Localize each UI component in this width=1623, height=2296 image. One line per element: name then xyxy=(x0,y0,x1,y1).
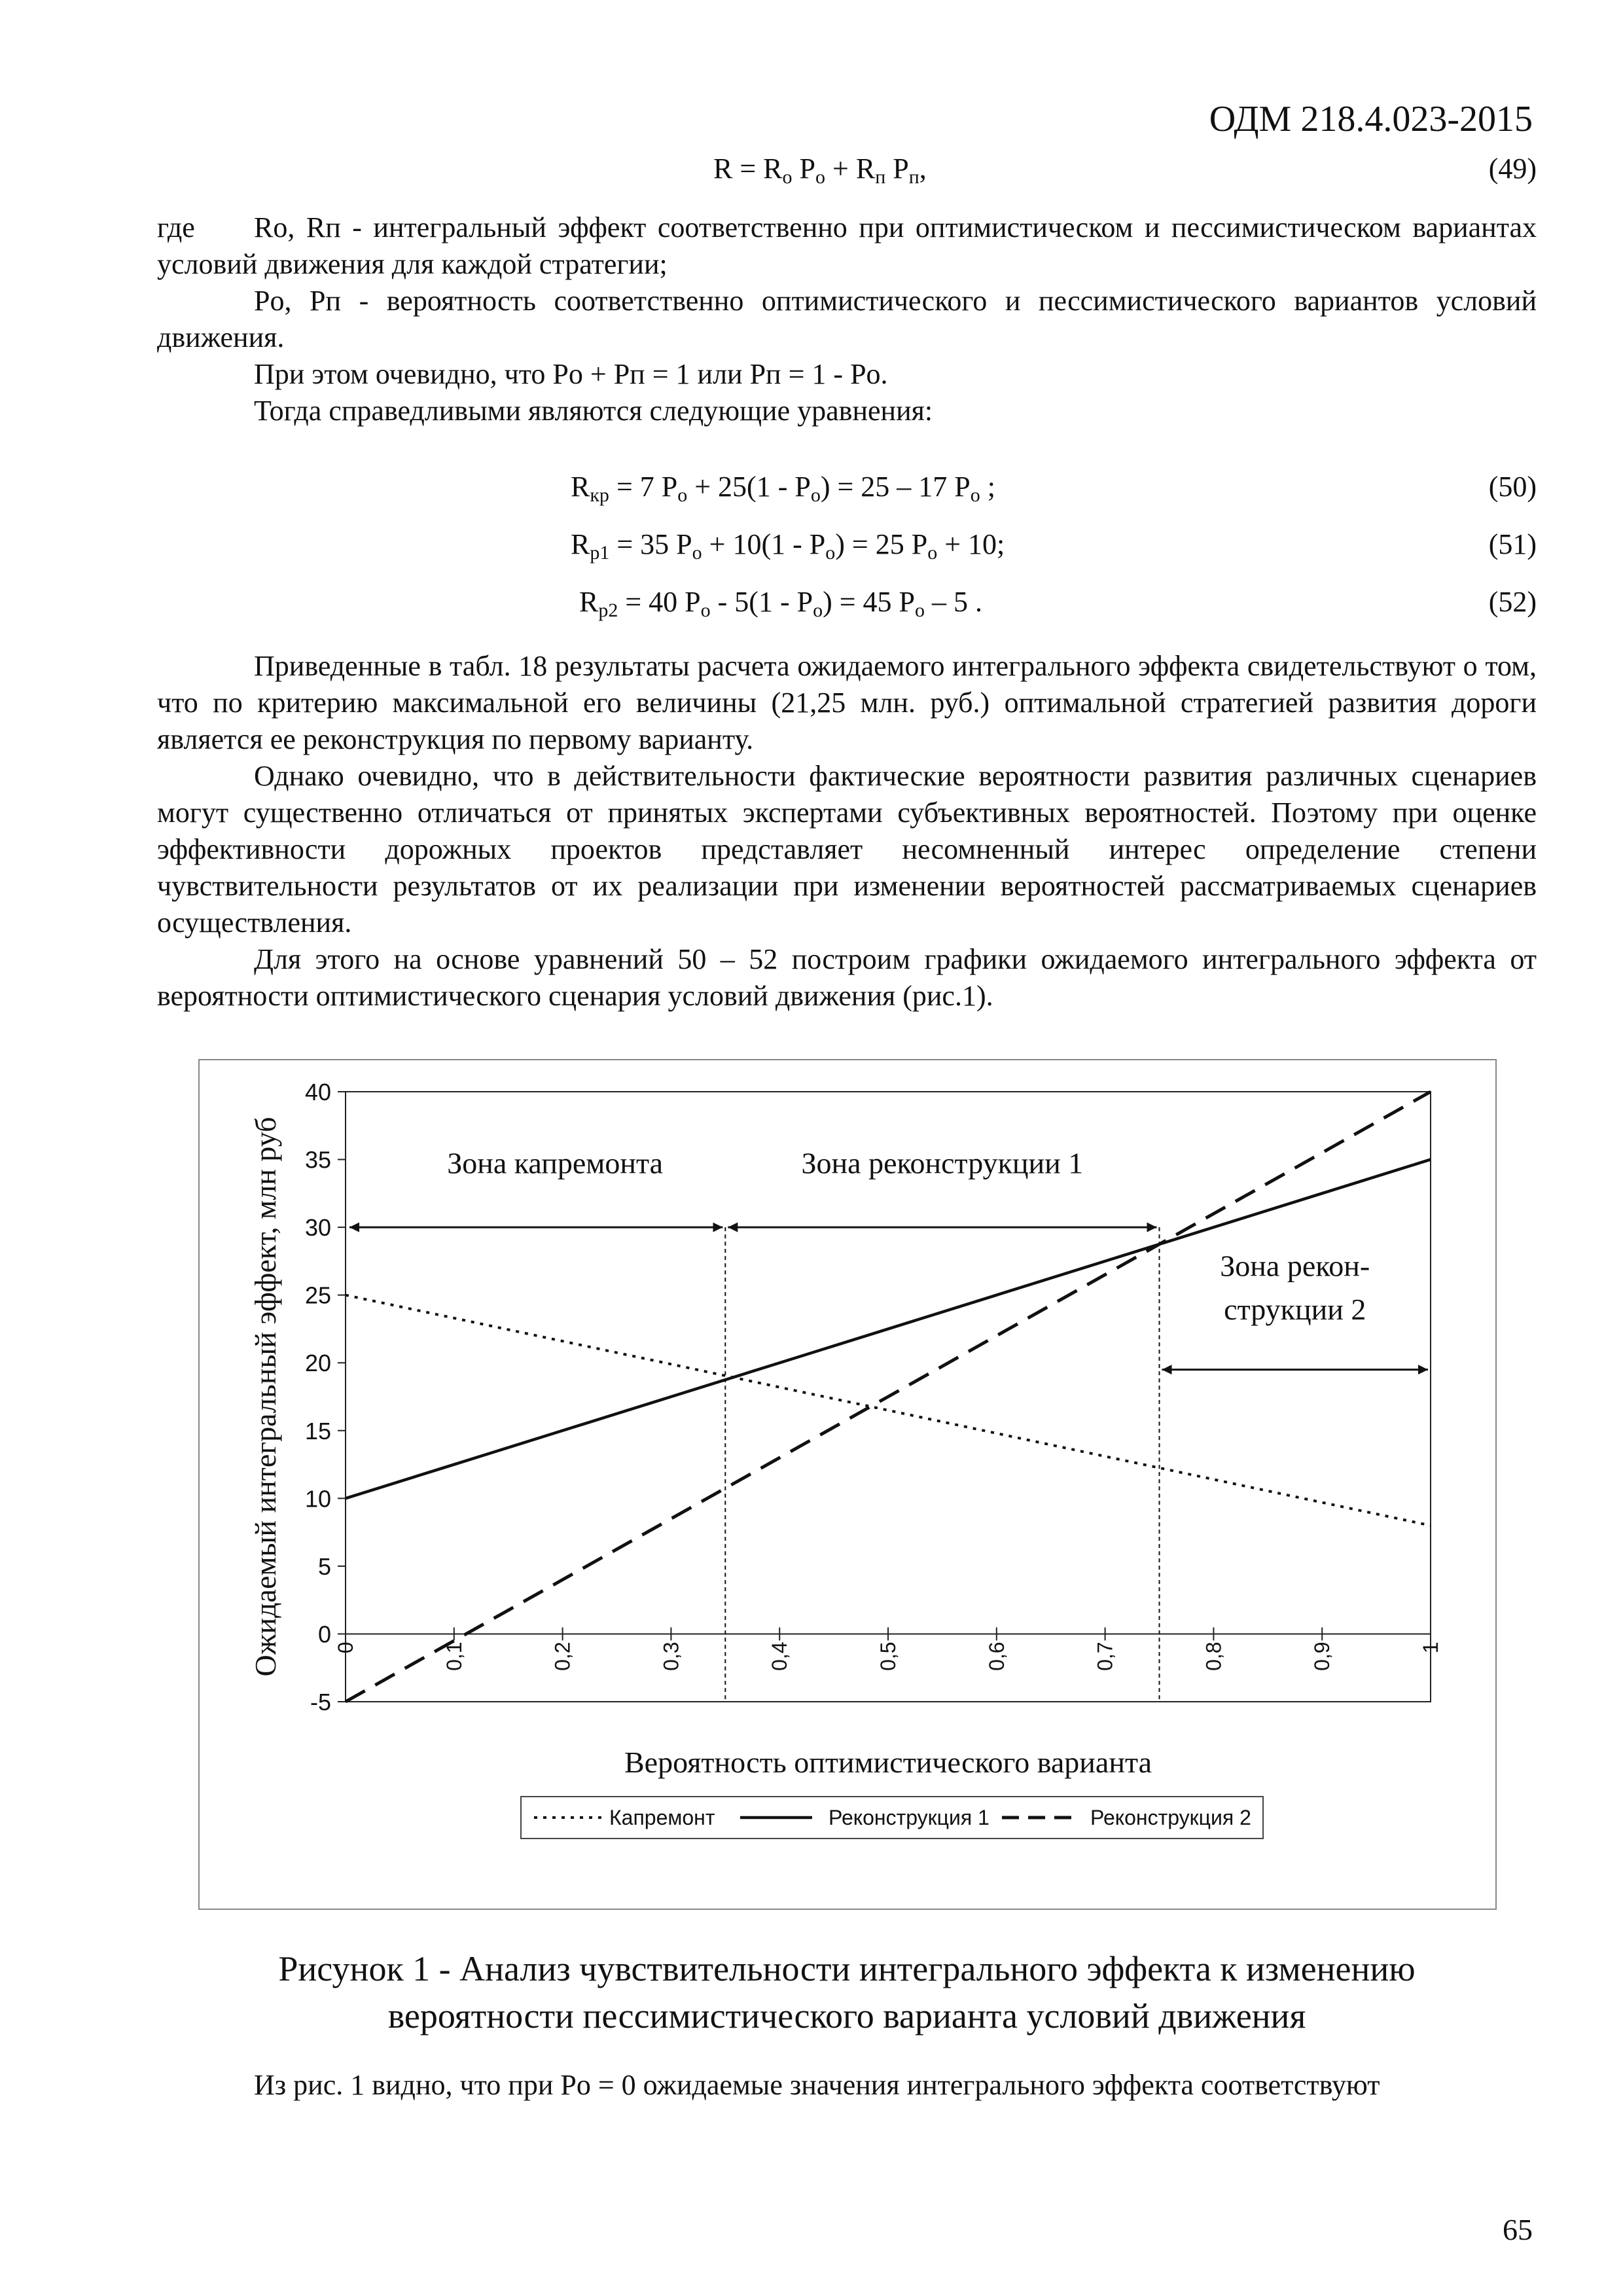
zone-reconstruction2-label-line2: струкции 2 xyxy=(1224,1292,1366,1326)
equation-50-number: (50) xyxy=(1488,471,1537,503)
x-tick-label: 0 xyxy=(334,1641,357,1654)
equations-intro: Тогда справедливыми являются следующие уравнения: xyxy=(254,395,933,427)
y-tick-label: 5 xyxy=(317,1552,331,1580)
x-tick-label: 0,6 xyxy=(984,1641,1008,1671)
x-axis-label: Вероятность оптимистического варианта xyxy=(624,1746,1152,1779)
x-tick-label: 0,8 xyxy=(1202,1641,1226,1671)
definition-r-text: Rо, Rп - интегральный эффект соответственно при оптимистическом и пессимистическом вариантах условий движения для каждой стратегии; xyxy=(157,211,1537,280)
paragraph-conclusion-start: Из рис. 1 видно, что при Pо = 0 ожидаемые значения интегрального эффекта соответствуют xyxy=(254,2069,1380,2101)
x-tick-label: 0,2 xyxy=(550,1641,575,1671)
word-gde: где xyxy=(157,211,195,243)
series-line-3 xyxy=(346,1092,1431,1702)
y-tick-label: 10 xyxy=(304,1485,331,1513)
figure-caption-line2: вероятности пессимистического варианта условий движения xyxy=(387,1996,1306,2036)
equation-49-body: $R = R_о$ $P_о + R_п$ $P_п$, xyxy=(713,152,927,188)
equation-50 xyxy=(157,470,1537,509)
y-tick-label: 35 xyxy=(304,1146,331,1174)
sensitivity-chart xyxy=(198,1059,1497,1910)
plot-layer xyxy=(249,1079,1442,1839)
legend-label-3: Реконструкция 2 xyxy=(1090,1806,1251,1829)
paragraph-table18-results: Приведенные в табл. 18 результаты расчета ожидаемого интегрального эффекта свидетельствуют о том, что по критерию максимальной его величины (21,25 млн. руб.) оптимальной стратегией развития дороги является ее реконструкция по первому варианту. xyxy=(157,650,1537,755)
figure-caption xyxy=(157,1945,1537,2039)
paragraph-chart-intro: Для этого на основе уравнений 50 – 52 построим графики ожидаемого интегрального эффекта от вероятности оптимистического сценария условий движения (рис.1). xyxy=(157,943,1537,1012)
equation-52 xyxy=(157,585,1537,624)
y-tick-label: 15 xyxy=(304,1417,331,1444)
zone-reconstruction2-label-line1: Зона рекон- xyxy=(1220,1249,1370,1283)
x-tick-label: 0,5 xyxy=(876,1641,900,1671)
y-tick-label: 40 xyxy=(304,1079,331,1105)
equation-49 xyxy=(157,152,1537,191)
zone-kapremont-label: Зона капремонта xyxy=(447,1146,664,1180)
legend-label-2: Реконструкция 1 xyxy=(829,1806,990,1829)
y-axis-label: Ожидаемый интегральный эффект, млн руб xyxy=(249,1117,282,1677)
y-tick-label: 20 xyxy=(304,1350,331,1377)
x-tick-label: 0,4 xyxy=(768,1641,792,1671)
x-tick-label: 0,3 xyxy=(659,1641,683,1671)
paragraph-sensitivity: Однако очевидно, что в действительности фактические вероятности развития различных сценариев могут существенно отличаться от принятых экспертами субъективных вероятностей. Поэтому при оценке эффективности дорожных проектов представляет несомненный интерес определение степени чувствительности результатов от их реализации при изменении вероятностей рассматриваемых сценариев осуществления. xyxy=(157,760,1537,939)
probability-sum-note: При этом очевидно, что Pо + Pп = 1 или Pп = 1 - Pо. xyxy=(254,358,888,390)
equation-51 xyxy=(157,528,1537,567)
figure-caption-line1: Рисунок 1 - Анализ чувствительности интегрального эффекта к изменению xyxy=(278,1949,1416,1988)
equation-52-number: (52) xyxy=(1488,586,1537,618)
definition-p: Pо, Pп - вероятность соответственно оптимистического и пессимистического вариантов условий движения. xyxy=(157,285,1537,353)
definition-r xyxy=(157,209,1537,283)
y-tick-label: 25 xyxy=(304,1282,331,1309)
equation-52-body: $R_{р2} = 40$ $P_о - 5(1 - P_о) = 45$ $P_о - 5$ . xyxy=(579,586,983,621)
document-code: ОДМ 218.4.023-2015 xyxy=(1209,99,1533,139)
equation-49-number: (49) xyxy=(1488,152,1537,185)
x-tick-label: 0,7 xyxy=(1093,1641,1117,1671)
x-tick-label: 0,1 xyxy=(442,1641,466,1671)
y-tick-label: 0 xyxy=(317,1621,331,1648)
equation-51-body: $R_{р1} = 35$ $P_о + 10(1 - P_о) = 25$ $P_о + 10$; xyxy=(571,528,1005,564)
y-tick-label: 30 xyxy=(304,1214,331,1242)
y-tick-label: -5 xyxy=(310,1689,331,1715)
x-tick-label: 0,9 xyxy=(1310,1641,1334,1671)
page-number: 65 xyxy=(1503,2213,1533,2246)
zone-reconstruction1-label: Зона реконструкции 1 xyxy=(801,1146,1084,1180)
equation-50-body: $R_{кр} = 7$ $P_о + 25(1 - P_о) = 25 - 17$ $P_о$ ; xyxy=(571,471,995,506)
legend-label-1: Капремонт xyxy=(609,1806,715,1829)
equation-51-number: (51) xyxy=(1488,528,1537,560)
x-tick-label: 1 xyxy=(1419,1641,1442,1654)
